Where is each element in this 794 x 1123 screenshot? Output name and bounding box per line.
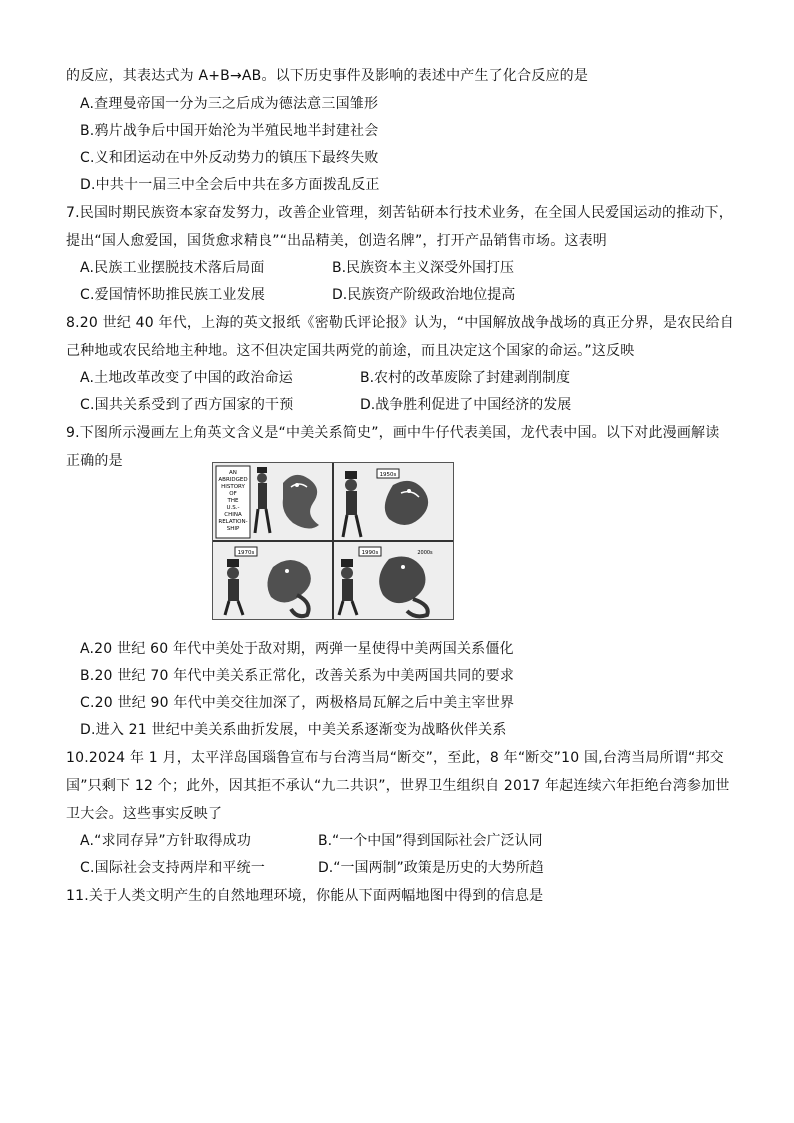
q8-option-d: D.战争胜利促进了中国经济的发展 [360,397,572,413]
caption-line: THE [227,498,239,504]
q7-option-b: B.民族资本主义深受外国打压 [332,260,515,276]
q10-option-c: C.国际社会支持两岸和平统一 [80,860,266,876]
q9-stem-line2: 正确的是 [66,453,123,469]
q8-option-a: A.土地改革改变了中国的政治命运 [80,370,293,386]
q11-stem: 11.关于人类文明产生的自然地理环境，你能从下面两幅地图中得到的信息是 [66,888,544,904]
caption-line: SHIP [226,526,240,532]
q6-stem: 的反应，其表达式为 A+B→AB。以下历史事件及影响的表述中产生了化合反应的是 [66,68,589,84]
q10-stem-line3: 卫大会。这些事实反映了 [66,806,223,822]
q8-option-b: B.农村的改革废除了封建剥削制度 [360,370,571,386]
q6-option-b: B.鸦片战争后中国开始沦为半殖民地半封建社会 [80,123,379,139]
q6-option-c: C.义和团运动在中外反动势力的镇压下最终失败 [80,150,379,166]
q10-stem-line1: 10.2024 年 1 月，太平洋岛国瑙鲁宣布与台湾当局“断交”，至此，8 年“断交”10 国,台湾当局所谓“邦交 [66,750,724,766]
panel-label: 1950s [379,472,397,478]
q10-stem-line2: 国”只剩下 12 个；此外，因其拒不承认“九二共识”，世界卫生组织自 2017 年起连续六年拒绝台湾参加世 [66,778,730,794]
q7-stem-line2: 提出“国人愈爱国，国货愈求精良”“出品精美，创造名牌”，打开产品销售市场。这表明 [66,233,608,249]
caption-line: AN [229,470,237,476]
q9-option-c: C.20 世纪 90 年代中美交往加深了，两极格局瓦解之后中美主宰世界 [80,695,515,711]
q8-stem-line2: 己种地或农民给地主种地。这不但决定国共两党的前途，而且决定这个国家的命运。”这反映 [66,343,635,359]
q7-option-a: A.民族工业摆脱技术落后局面 [80,260,265,276]
q10-option-d: D.“一国两制”政策是历史的大势所趋 [318,860,544,876]
caption-line: OF [229,491,237,497]
panel-label: 1990s [361,550,379,556]
q6-option-a: A.查理曼帝国一分为三之后成为德法意三国雏形 [80,96,379,112]
cartoon-illustration [213,463,453,619]
q7-option-c: C.爱国情怀助推民族工业发展 [80,287,266,303]
q9-stem-line1: 9.下图所示漫画左上角英文含义是“中美关系简史”，画中牛仔代表美国，龙代表中国。以下对此漫画解读 [66,425,720,441]
panel-label: 2000s [417,550,433,556]
q8-stem-line1: 8.20 世纪 40 年代，上海的英文报纸《密勒氏评论报》认为，“中国解放战争战场的真正分界，是农民给自 [66,315,734,331]
q10-option-a: A.“求同存异”方针取得成功 [80,833,252,849]
q8-option-c: C.国共关系受到了西方国家的干预 [80,397,294,413]
q7-option-d: D.民族资产阶级政治地位提高 [332,287,516,303]
q9-option-d: D.进入 21 世纪中美关系曲折发展，中美关系逐渐变为战略伙伴关系 [80,722,507,738]
q10-option-b: B.“一个中国”得到国际社会广泛认同 [318,833,543,849]
caption-line: RELATION- [218,519,248,525]
q6-option-d: D.中共十一届三中全会后中共在多方面拨乱反正 [80,177,380,193]
caption-line: HISTORY [221,484,245,490]
panel-label: 1970s [237,550,255,556]
q7-stem-line1: 7.民国时期民族资本家奋发努力，改善企业管理，刻苦钻研本行技术业务，在全国人民爱国运动的推动下， [66,205,733,221]
caption-line: U.S.- [226,505,240,511]
q9-option-a: A.20 世纪 60 年代中美处于敌对期，两弹一星使得中美两国关系僵化 [80,641,514,657]
caption-line: ABRIDGED [218,477,248,483]
caption-line: CHINA [224,512,242,518]
political-cartoon [212,462,454,620]
q9-option-b: B.20 世纪 70 年代中美关系正常化，改善关系为中美两国共同的要求 [80,668,515,684]
